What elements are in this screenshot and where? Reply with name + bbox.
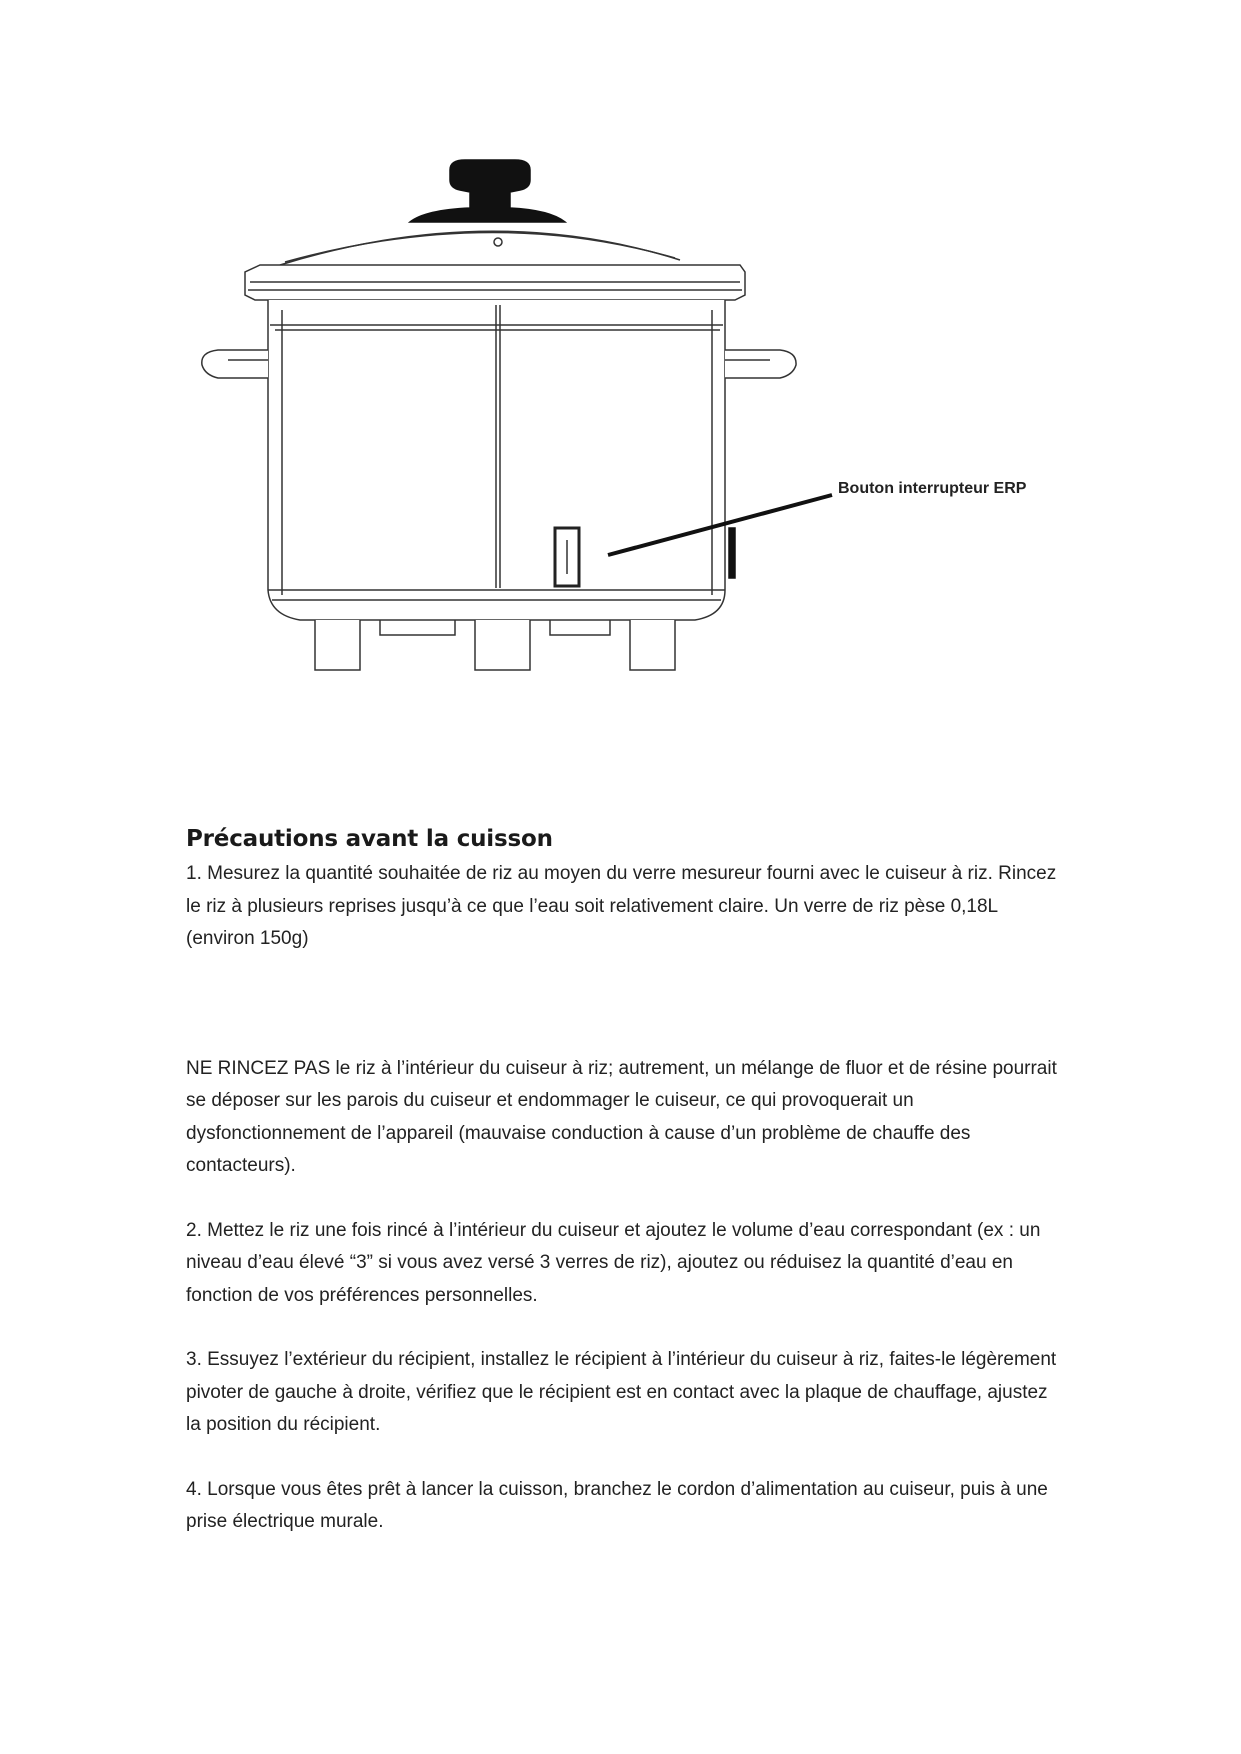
paragraph-step-1: 1. Mesurez la quantité souhaitée de riz au moyen du verre mesureur fourni avec le cuiseur à riz. Rincez le riz à plusieurs reprises jusqu’à ce que l’eau soit relativement claire. Un verre de riz pèse 0,18L (environ 150g) <box>186 863 1057 949</box>
paragraph-step-4: 4. Lorsque vous êtes prêt à lancer la cuisson, branchez le cordon d’alimentation au cuiseur, puis à une prise électrique murale. <box>186 1478 1048 1532</box>
section-heading: Précautions avant la cuisson <box>186 826 553 852</box>
rice-cooker-figure <box>180 150 1080 710</box>
callout-label: Bouton interrupteur ERP <box>838 480 1027 497</box>
text-content <box>186 826 1066 1539</box>
rice-cooker-illustration <box>180 150 1080 710</box>
paragraph-step-3: 3. Essuyez l’extérieur du récipient, installez le récipient à l’intérieur du cuiseur à riz, faites-le légèrement pivoter de gauche à droite, vérifiez que le récipient est en contact avec la plaque de chauffage, ajustez la position du récipient. <box>186 1349 1057 1435</box>
paragraph-step-2: 2. Mettez le riz une fois rincé à l’intérieur du cuiseur et ajoutez le volume d’eau correspondant (ex : un niveau d’eau élevé “3” si vous avez versé 3 verres de riz), ajoutez ou réduisez la quantité d’eau en fonction de vos préférences personnelles. <box>186 1219 1041 1306</box>
paragraph-warning: NE RINCEZ PAS le riz à l’intérieur du cuiseur à riz; autrement, un mélange de fluor et de résine pourrait se déposer sur les parois du cuiseur et endommager le cuiseur, ce qui provoquerait un dysfonctionnement de l’appareil (mauvaise conduction à cause d’un problème de chauffe des contacteurs). <box>186 1057 1057 1176</box>
